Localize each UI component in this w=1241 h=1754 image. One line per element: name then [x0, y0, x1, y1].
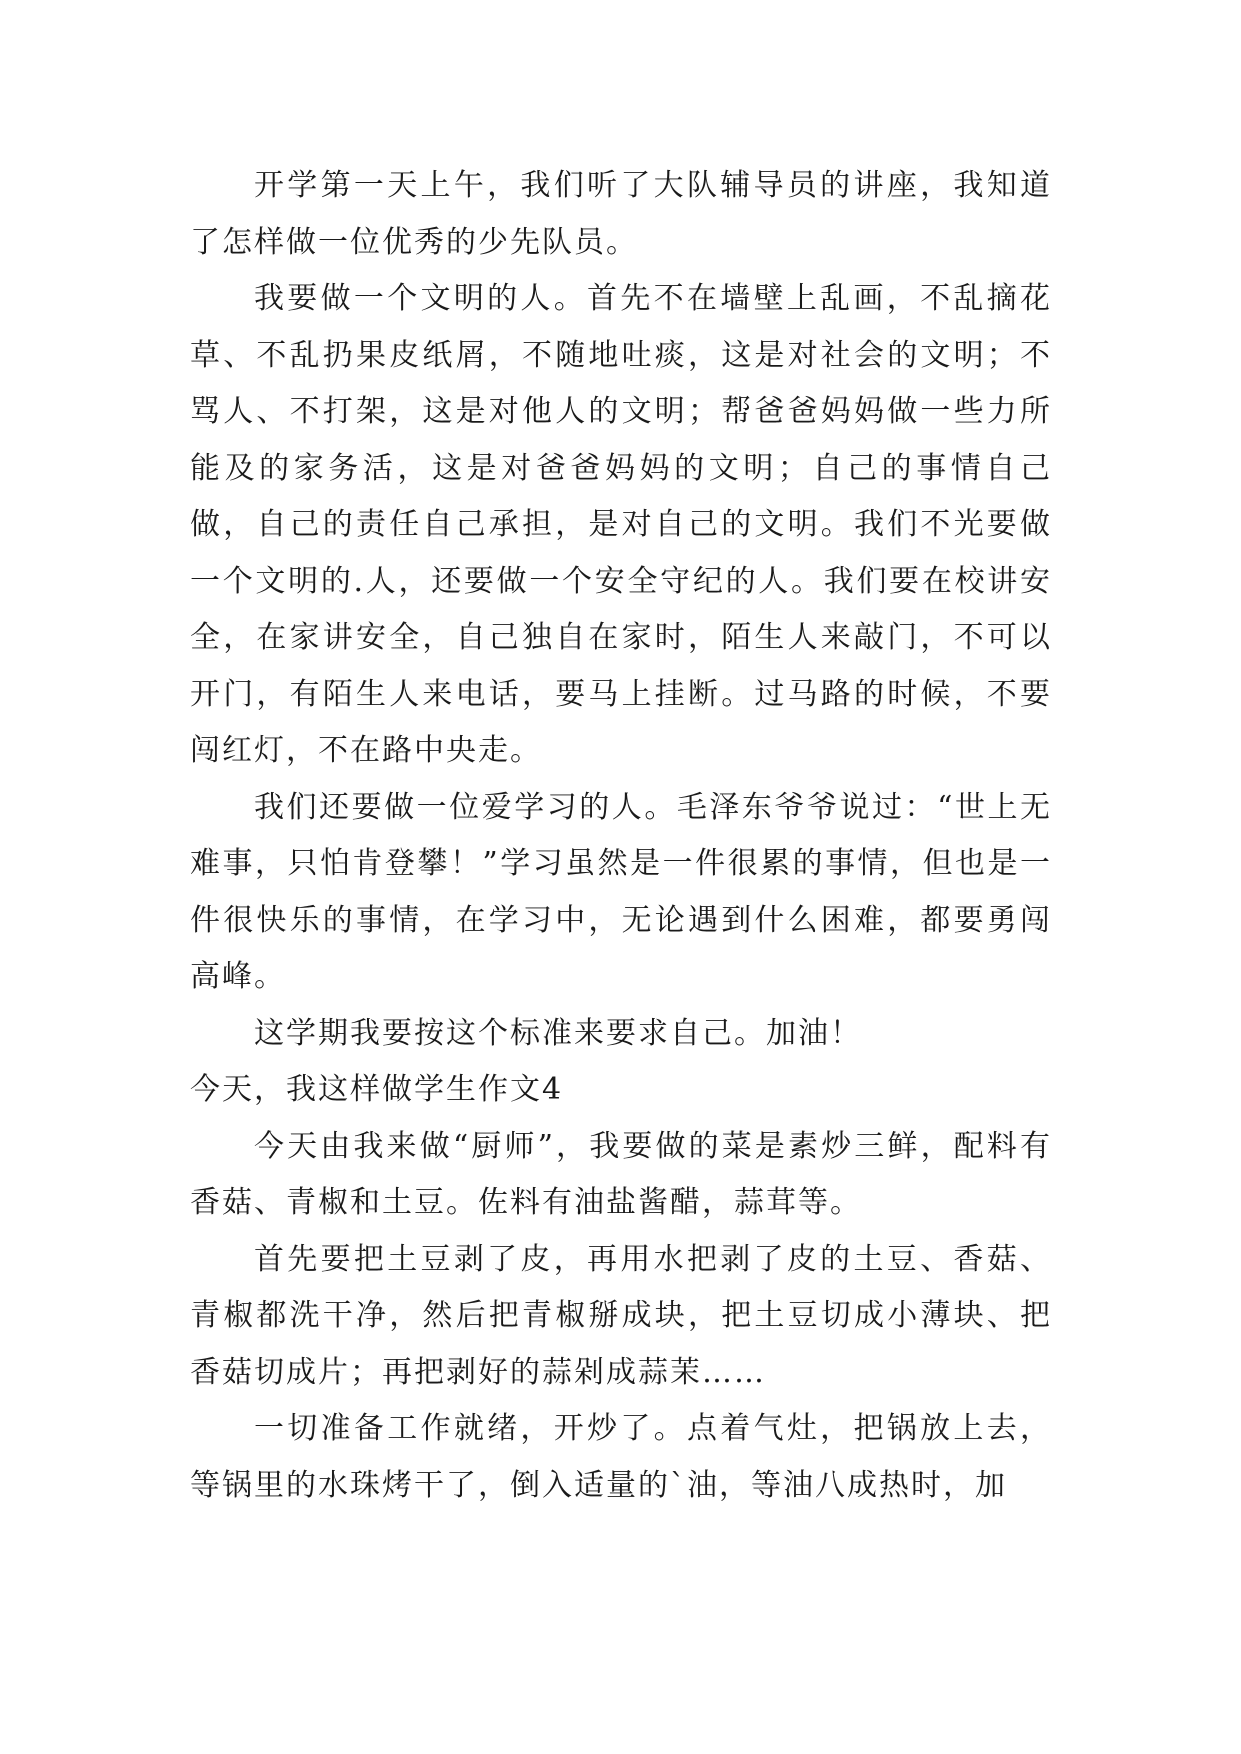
paragraph: 今天由我来做“厨师”，我要做的菜是素炒三鲜，配料有香菇、青椒和土豆。佐料有油盐酱醋，蒜茸等。 [190, 1128, 1052, 1220]
paragraph: 我要做一个文明的人。首先不在墙壁上乱画，不乱摘花草、不乱扔果皮纸屑，不随地吐痰，这是对社会的文明；不骂人、不打架，这是对他人的文明；帮爸爸妈妈做一些力所能及的家务活，这是对爸爸妈妈的文明；自己的事情自己做，自己的责任自己承担，是对自己的文明。我们不光要做一个文明的.人，还要做一个安全守纪的人。我们要在校讲安全，在家讲安全，自己独自在家时，陌生人来敲门，不可以开门，有陌生人来电话，要马上挂断。过马路的时候，不要闯红灯，不在路中央走。 [190, 281, 1052, 768]
paragraph: 开学第一天上午，我们听了大队辅导员的讲座，我知道了怎样做一位优秀的少先队员。 [190, 168, 1052, 260]
paragraph: 我们还要做一位爱学习的人。毛泽东爷爷说过：“世上无难事，只怕肯登攀！”学习虽然是一件很累的事情，但也是一件很快乐的事情，在学习中，无论遇到什么困难，都要勇闯高峰。 [190, 789, 1052, 994]
document-body [190, 158, 1052, 1514]
paragraph: 这学期我要按这个标准来要求自己。加油！ [254, 1015, 862, 1051]
section-heading: 今天，我这样做学生作文4 [190, 1072, 564, 1107]
paragraph: 一切准备工作就绪，开炒了。点着气灶，把锅放上去，等锅里的水珠烤干了，倒入适量的`油，等油八成热时，加 [190, 1411, 1052, 1503]
paragraph: 首先要把土豆剥了皮，再用水把剥了皮的土豆、香菇、青椒都洗干净，然后把青椒掰成块，把土豆切成小薄块、把香菇切成片；再把剥好的蒜剁成蒜茉…… [190, 1241, 1052, 1390]
